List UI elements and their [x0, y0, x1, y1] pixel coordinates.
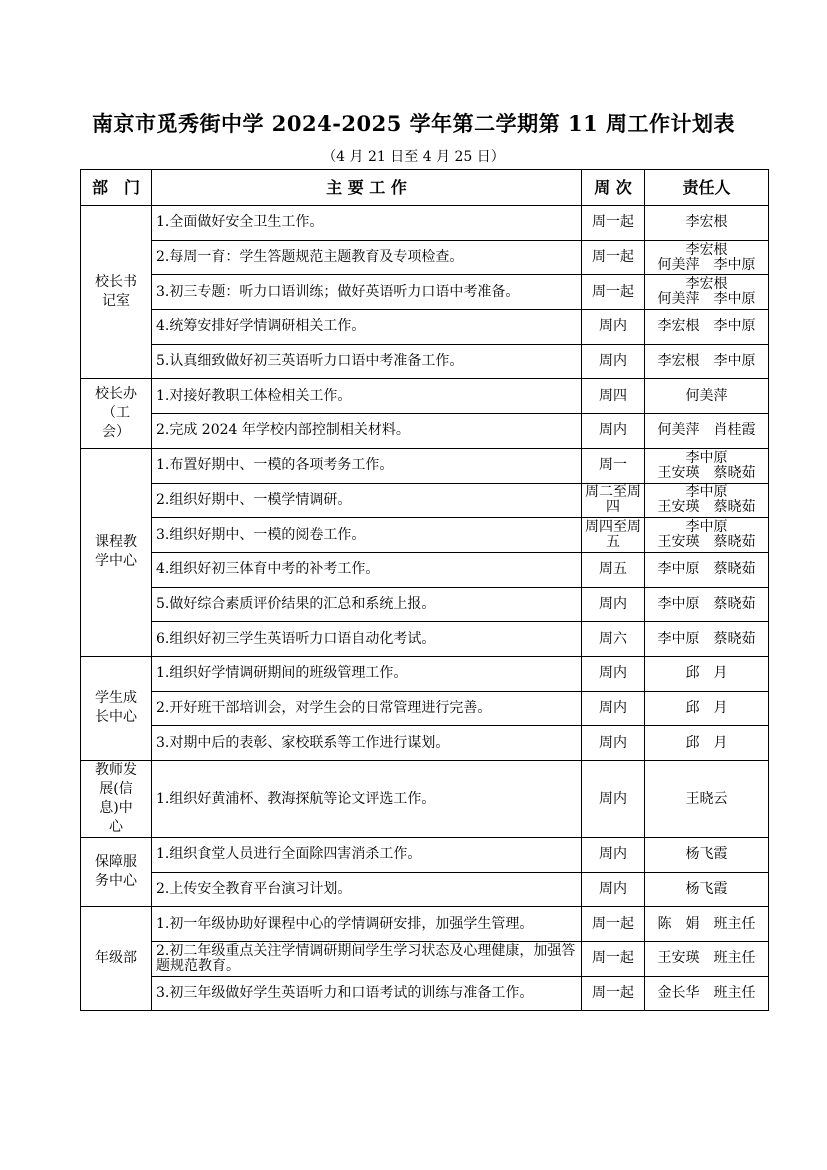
responsible-cell: [645, 942, 769, 977]
responsible-cell: [645, 552, 769, 587]
department-name: 年级部: [95, 950, 137, 967]
task-cell: 2.开好班干部培训会，对学生会的日常管理进行完善。: [152, 691, 582, 726]
time-cell: 周一起: [582, 206, 645, 241]
responsible-cell: [645, 761, 769, 838]
responsible-person: 杨飞霞: [685, 846, 728, 863]
department-cell: [81, 907, 152, 1011]
department-cell: [81, 206, 152, 379]
table-row: [81, 976, 769, 1011]
time-cell: 周一起: [582, 907, 645, 942]
task-cell: 2.完成 2024 年学校内部控制相关材料。: [152, 414, 582, 449]
table-row: [81, 344, 769, 379]
table-row: [81, 942, 769, 977]
header-time: 周 次: [582, 170, 645, 206]
time-cell: 周内: [582, 587, 645, 622]
responsible-person: 王安瑛 班主任: [657, 950, 756, 967]
responsible-cell: [645, 691, 769, 726]
table-row: [81, 622, 769, 657]
responsible-cell: [645, 414, 769, 449]
responsible-person: 李中原: [685, 519, 728, 536]
responsible-cell: [645, 907, 769, 942]
table-row: [81, 275, 769, 310]
time-cell: 周一起: [582, 240, 645, 275]
table-row: [81, 518, 769, 553]
table-body: [81, 206, 769, 1011]
time-cell: 周二至周四: [582, 483, 645, 518]
time-cell: 周内: [582, 726, 645, 761]
department-name: 学生成长中心: [95, 690, 137, 726]
responsible-cell: [645, 976, 769, 1011]
header-dept: 部 门: [81, 170, 152, 206]
time-cell: 周内: [582, 761, 645, 838]
responsible-person: 何美萍 李中原: [657, 291, 756, 308]
header-task: 主 要 工 作: [152, 170, 582, 206]
task-cell: 1.对接好教职工体检相关工作。: [152, 379, 582, 414]
work-plan-table: [80, 169, 769, 1011]
table-row: [81, 448, 769, 483]
responsible-cell: [645, 310, 769, 345]
department-name: 保障服务中心: [95, 854, 137, 890]
task-cell: 1.组织好学情调研期间的班级管理工作。: [152, 656, 582, 691]
time-cell: 周内: [582, 838, 645, 873]
document-title: 南京市觅秀街中学 2024-2025 学年第二学期第 11 周工作计划表: [91, 111, 736, 136]
time-cell: 周一: [582, 448, 645, 483]
responsible-cell: [645, 344, 769, 379]
department-cell: [81, 761, 152, 838]
table-row: [81, 483, 769, 518]
task-cell: 6.组织好初三学生英语听力口语自动化考试。: [152, 622, 582, 657]
responsible-person: 李中原 蔡晓茹: [657, 561, 756, 578]
task-cell: 4.组织好初三体育中考的补考工作。: [152, 552, 582, 587]
time-cell: 周四至周五: [582, 518, 645, 553]
table-row: [81, 206, 769, 241]
table-row: [81, 761, 769, 838]
table-row: [81, 726, 769, 761]
department-cell: [81, 656, 152, 760]
task-cell: 2.组织好期中、一模学情调研。: [152, 483, 582, 518]
responsible-person: 李宏根: [685, 214, 728, 231]
responsible-person: 李宏根 李中原: [657, 353, 756, 370]
task-cell: 4.统筹安排好学情调研相关工作。: [152, 310, 582, 345]
table-row: [81, 414, 769, 449]
responsible-person: 李宏根 李中原: [657, 318, 756, 335]
responsible-person: 李宏根: [685, 241, 728, 258]
task-cell: 2.初二年级重点关注学情调研期间学生学习状态及心理健康，加强答题规范教育。: [152, 942, 582, 977]
responsible-cell: [645, 518, 769, 553]
department-name: 课程教学中心: [95, 534, 137, 570]
responsible-cell: [645, 483, 769, 518]
responsible-cell: [645, 622, 769, 657]
responsible-cell: [645, 448, 769, 483]
time-cell: 周内: [582, 656, 645, 691]
time-cell: 周一起: [582, 942, 645, 977]
responsible-person: 李中原 蔡晓茹: [657, 630, 756, 647]
responsible-person: 王安瑛 蔡晓茹: [657, 499, 756, 516]
responsible-person: 李宏根: [685, 276, 728, 293]
department-cell: [81, 838, 152, 907]
responsible-person: 邱 月: [685, 699, 728, 716]
header-row: [81, 170, 769, 206]
task-cell: 1.组织好黄浦杯、教海探航等论文评选工作。: [152, 761, 582, 838]
responsible-cell: [645, 240, 769, 275]
responsible-cell: [645, 872, 769, 907]
time-cell: 周一起: [582, 275, 645, 310]
time-cell: 周五: [582, 552, 645, 587]
task-cell: 1.全面做好安全卫生工作。: [152, 206, 582, 241]
task-cell: 3.组织好期中、一模的阅卷工作。: [152, 518, 582, 553]
time-cell: 周一起: [582, 976, 645, 1011]
task-cell: 3.对期中后的表彰、家校联系等工作进行谋划。: [152, 726, 582, 761]
responsible-person: 李中原: [685, 484, 728, 501]
table-row: [81, 838, 769, 873]
task-cell: 5.认真细致做好初三英语听力口语中考准备工作。: [152, 344, 582, 379]
responsible-cell: [645, 726, 769, 761]
time-cell: 周四: [582, 379, 645, 414]
task-cell: 1.组织食堂人员进行全面除四害消杀工作。: [152, 838, 582, 873]
task-cell: 2.上传安全教育平台演习计划。: [152, 872, 582, 907]
department-name: 校长办（工会）: [95, 386, 137, 441]
time-cell: 周内: [582, 344, 645, 379]
responsible-cell: [645, 838, 769, 873]
responsible-person: 邱 月: [685, 665, 728, 682]
time-cell: 周内: [582, 872, 645, 907]
table-row: [81, 587, 769, 622]
responsible-cell: [645, 656, 769, 691]
department-name: 校长书记室: [95, 274, 137, 310]
responsible-person: 金长华 班主任: [657, 985, 756, 1002]
responsible-person: 王安瑛 蔡晓茹: [657, 534, 756, 551]
task-cell: 2.每周一育：学生答题规范主题教育及专项检查。: [152, 240, 582, 275]
time-cell: 周六: [582, 622, 645, 657]
responsible-person: 何美萍: [685, 387, 728, 404]
task-cell: 1.初一年级协助好课程中心的学情调研安排，加强学生管理。: [152, 907, 582, 942]
table-row: [81, 907, 769, 942]
task-cell: 5.做好综合素质评价结果的汇总和系统上报。: [152, 587, 582, 622]
responsible-cell: [645, 587, 769, 622]
responsible-person: 王晓云: [685, 790, 728, 807]
responsible-person: 李中原 蔡晓茹: [657, 595, 756, 612]
table-row: [81, 552, 769, 587]
responsible-cell: [645, 379, 769, 414]
responsible-person: 陈 娟 班主任: [657, 915, 756, 932]
table-row: [81, 691, 769, 726]
department-name: 教师发展(信息)中心: [95, 762, 137, 835]
responsible-person: 李中原: [685, 449, 728, 466]
responsible-person: 何美萍 李中原: [657, 256, 756, 273]
table-row: [81, 240, 769, 275]
responsible-person: 杨飞霞: [685, 881, 728, 898]
table-row: [81, 656, 769, 691]
time-cell: 周内: [582, 691, 645, 726]
task-cell: 3.初三专题：听力口语训练；做好英语听力口语中考准备。: [152, 275, 582, 310]
responsible-person: 王安瑛 蔡晓茹: [657, 464, 756, 481]
time-cell: 周内: [582, 414, 645, 449]
responsible-cell: [645, 206, 769, 241]
time-cell: 周内: [582, 310, 645, 345]
responsible-cell: [645, 275, 769, 310]
task-cell: 1.布置好期中、一模的各项考务工作。: [152, 448, 582, 483]
task-cell: 3.初三年级做好学生英语听力和口语考试的训练与准备工作。: [152, 976, 582, 1011]
table-row: [81, 379, 769, 414]
header-resp: 责任人: [645, 170, 769, 206]
table-row: [81, 310, 769, 345]
table-row: [81, 872, 769, 907]
responsible-person: 邱 月: [685, 734, 728, 751]
responsible-person: 何美萍 肖桂霞: [657, 422, 756, 439]
date-range: （4 月 21 日至 4 月 25 日）: [322, 149, 505, 165]
department-cell: [81, 379, 152, 448]
department-cell: [81, 448, 152, 656]
